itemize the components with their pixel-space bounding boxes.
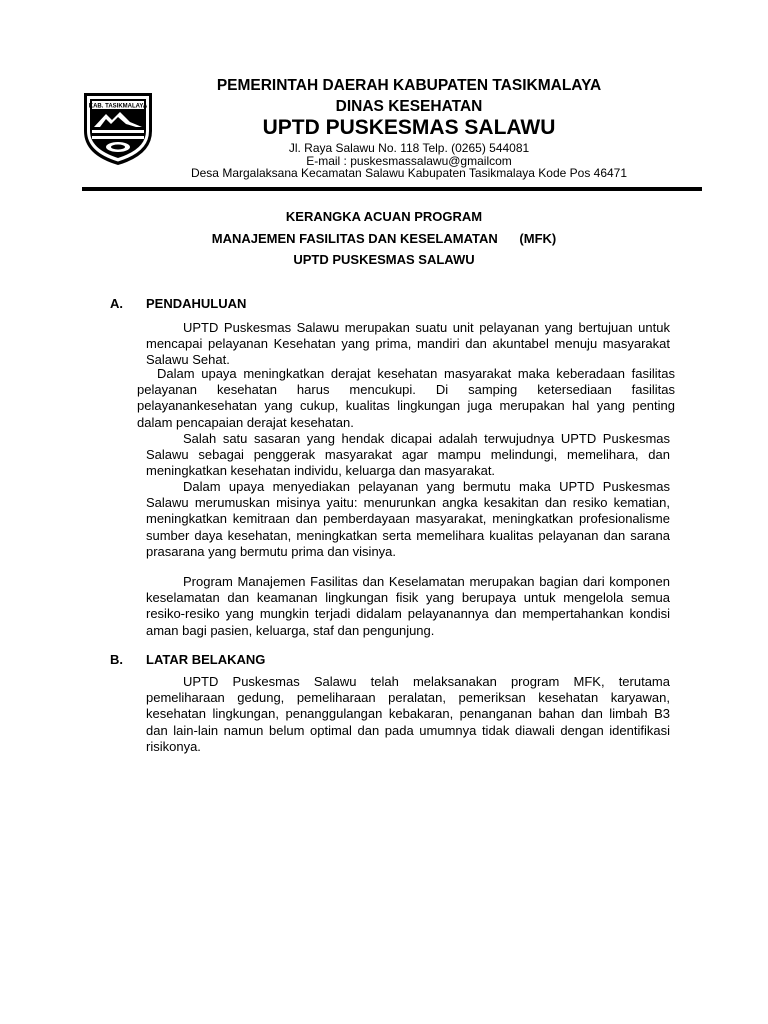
- email-line: E-mail : puskesmassalawu@gmailcom: [306, 154, 512, 168]
- section-a-title: PENDAHULUAN: [146, 296, 247, 311]
- government-name: PEMERINTAH DAERAH KABUPATEN TASIKMALAYA: [216, 77, 602, 94]
- document-title-line2: MANAJEMEN FASILITAS DAN KESELAMATAN (MFK): [211, 231, 557, 246]
- location-line: Desa Margalaksana Kecamatan Salawu Kabupaten Tasikmalaya Kode Pos 46471: [190, 166, 628, 180]
- section-b-title: LATAR BELAKANG: [146, 652, 266, 667]
- document-title-line1: KERANGKA ACUAN PROGRAM: [285, 209, 483, 224]
- section-a-paragraph: UPTD Puskesmas Salawu merupakan suatu unit pelayanan yang bertujuan untuk mencapai pelayanan Kesehatan yang prima, mandiri dan akuntabel menuju masyarakat Salawu Sehat.: [146, 320, 670, 368]
- department-name: DINAS KESEHATAN: [335, 98, 483, 115]
- section-a-paragraph: Salah satu sasaran yang hendak dicapai adalah terwujudnya UPTD Puskesmas Salawu sebagai penggerak masyarakat agar mampu melindungi, memelihara, dan meningkatkan kesehatan individu, keluarga dan masyarakat.: [146, 431, 670, 479]
- address-line: Jl. Raya Salawu No. 118 Telp. (0265) 544081: [288, 141, 530, 155]
- emblem-text: KAB. TASIKMALAYA: [88, 103, 148, 110]
- section-a-paragraph: Dalam upaya menyediakan pelayanan yang bermutu maka UPTD Puskesmas Salawu merumuskan misinya yaitu: menurunkan angka kesakitan dan resiko kematian, meningkatkan kemitraan dan pemberdayaan masyarakat, meningkatkan profesionalisme sumber daya kesehatan, meningkatkan serta memelihara kualitas pelayanan dan sarana prasarana yang bermutu prima dan visinya.: [146, 479, 670, 559]
- document-title-line3: UPTD PUSKESMAS SALAWU: [293, 252, 475, 267]
- section-a-letter: A.: [110, 296, 123, 311]
- section-b-paragraph: UPTD Puskesmas Salawu telah melaksanakan program MFK, terutama pemeliharaan gedung, pemeliharaan peralatan, pemeriksan kesehatan karyawan, kesehatan lingkungan, penanggulangan kebakaran, penanganan bahan dan limbah B3 dan lain-lain namun belum optimal dan pada umumnya tidak diawali dengan identifikasi risikonya.: [146, 674, 670, 754]
- section-b-letter: B.: [110, 652, 123, 667]
- section-a-paragraph: Dalam upaya meningkatkan derajat kesehatan masyarakat maka keberadaan fasilitas pelayanan kesehatan harus mencukupi. Di samping ketersediaan fasilitas pelayanankesehatan yang cukup, kualitas lingkungan juga merupakan hal yang penting dalam pencapaian derajat kesehatan.: [137, 366, 675, 430]
- section-a-paragraph: Program Manajemen Fasilitas dan Keselamatan merupakan bagian dari komponen keselamatan dan keamanan lingkungan fisik yang berupaya untuk mengelola semua resiko-resiko yang mungkin terjadi didalam pelayanannya dan mempertahankan kondisi aman bagi pasien, keluarga, staf dan pengunjung.: [146, 574, 670, 638]
- institution-name: UPTD PUSKESMAS SALAWU: [262, 116, 556, 139]
- letterhead-divider: [82, 187, 702, 191]
